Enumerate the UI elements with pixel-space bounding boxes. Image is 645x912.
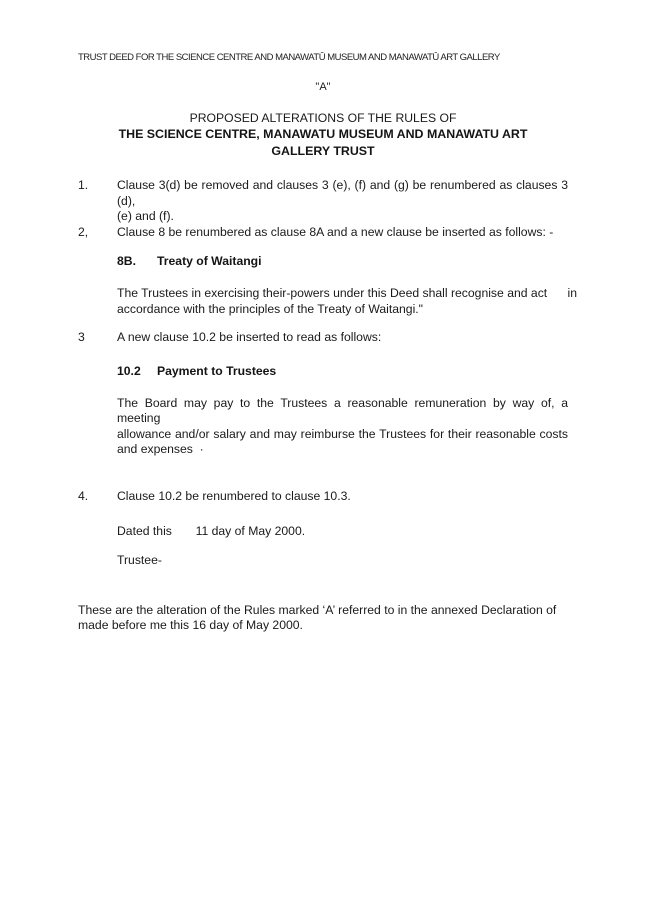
paragraph-line: made before me this 16 day of May 2000. bbox=[78, 618, 303, 633]
paragraph-line: accordance with the principles of the Treaty of Waitangi." bbox=[117, 301, 424, 316]
clause-102-heading bbox=[117, 364, 568, 380]
paragraph-line: Clause 10.2 be renumbered to clause 10.3. bbox=[117, 488, 351, 503]
item-text bbox=[117, 330, 568, 346]
document-header: TRUST DEED FOR THE SCIENCE CENTRE AND MANAWATŪ MUSEUM AND MANAWATŪ ART GALLERY bbox=[78, 52, 500, 63]
clause-number: 10.2 bbox=[117, 363, 141, 378]
clause-8b-heading bbox=[117, 254, 568, 270]
clause-title: Treaty of Waitangi bbox=[157, 253, 262, 268]
dated-line: Dated this 11 day of May 2000. bbox=[117, 523, 306, 538]
item-number: 1. bbox=[78, 178, 89, 193]
paragraph-line: A new clause 10.2 be inserted to read as follows: bbox=[117, 330, 382, 345]
exhibit-mark: "A" bbox=[315, 81, 331, 93]
numbered-item-4 bbox=[78, 489, 568, 505]
paragraph-line: These are the alteration of the Rules marked ‘A’ referred to in the annexed Declaration of bbox=[78, 602, 557, 617]
numbered-items bbox=[78, 178, 568, 240]
numbered-item-2 bbox=[78, 225, 568, 241]
document-title bbox=[78, 110, 568, 159]
item-text bbox=[117, 225, 568, 241]
item-number: 3 bbox=[78, 330, 85, 345]
item-number: 2, bbox=[78, 225, 89, 239]
clause-102-body bbox=[117, 396, 568, 458]
clause-number: 8B. bbox=[117, 253, 136, 268]
paragraph-line: Clause 8 be renumbered as clause 8A and a new clause be inserted as follows: - bbox=[117, 225, 554, 239]
numbered-item-3 bbox=[78, 330, 568, 346]
numbered-item-1 bbox=[78, 178, 568, 225]
title-line-2: THE SCIENCE CENTRE, MANAWATU MUSEUM AND MANAWATU ART bbox=[118, 127, 528, 142]
paragraph-line: allowance and/or salary and may reimburse the Trustees for their reasonable costs bbox=[117, 426, 568, 441]
item-text bbox=[117, 489, 568, 505]
paragraph-line: and expenses · bbox=[117, 442, 204, 457]
paragraph-line: (e) and (f). bbox=[117, 209, 174, 224]
paragraph-line: Clause 3(d) be removed and clauses 3 (e), (f) and (g) be renumbered as clauses 3 (d), bbox=[117, 178, 568, 208]
item-number: 4. bbox=[78, 488, 89, 503]
title-line-3: GALLERY TRUST bbox=[271, 143, 375, 158]
item-text bbox=[117, 178, 568, 225]
title-line-1: PROPOSED ALTERATIONS OF THE RULES OF bbox=[189, 111, 457, 125]
closing-paragraph bbox=[78, 603, 568, 634]
clause-8b-body bbox=[117, 286, 577, 317]
trustee-line: Trustee- bbox=[117, 553, 162, 568]
paragraph-line: The Board may pay to the Trustees a reasonable remuneration by way of, a meeting bbox=[117, 395, 568, 426]
paragraph-line: The Trustees in exercising their-powers under this Deed shall recognise and act in bbox=[117, 286, 577, 301]
clause-title: Payment to Trustees bbox=[157, 363, 277, 378]
